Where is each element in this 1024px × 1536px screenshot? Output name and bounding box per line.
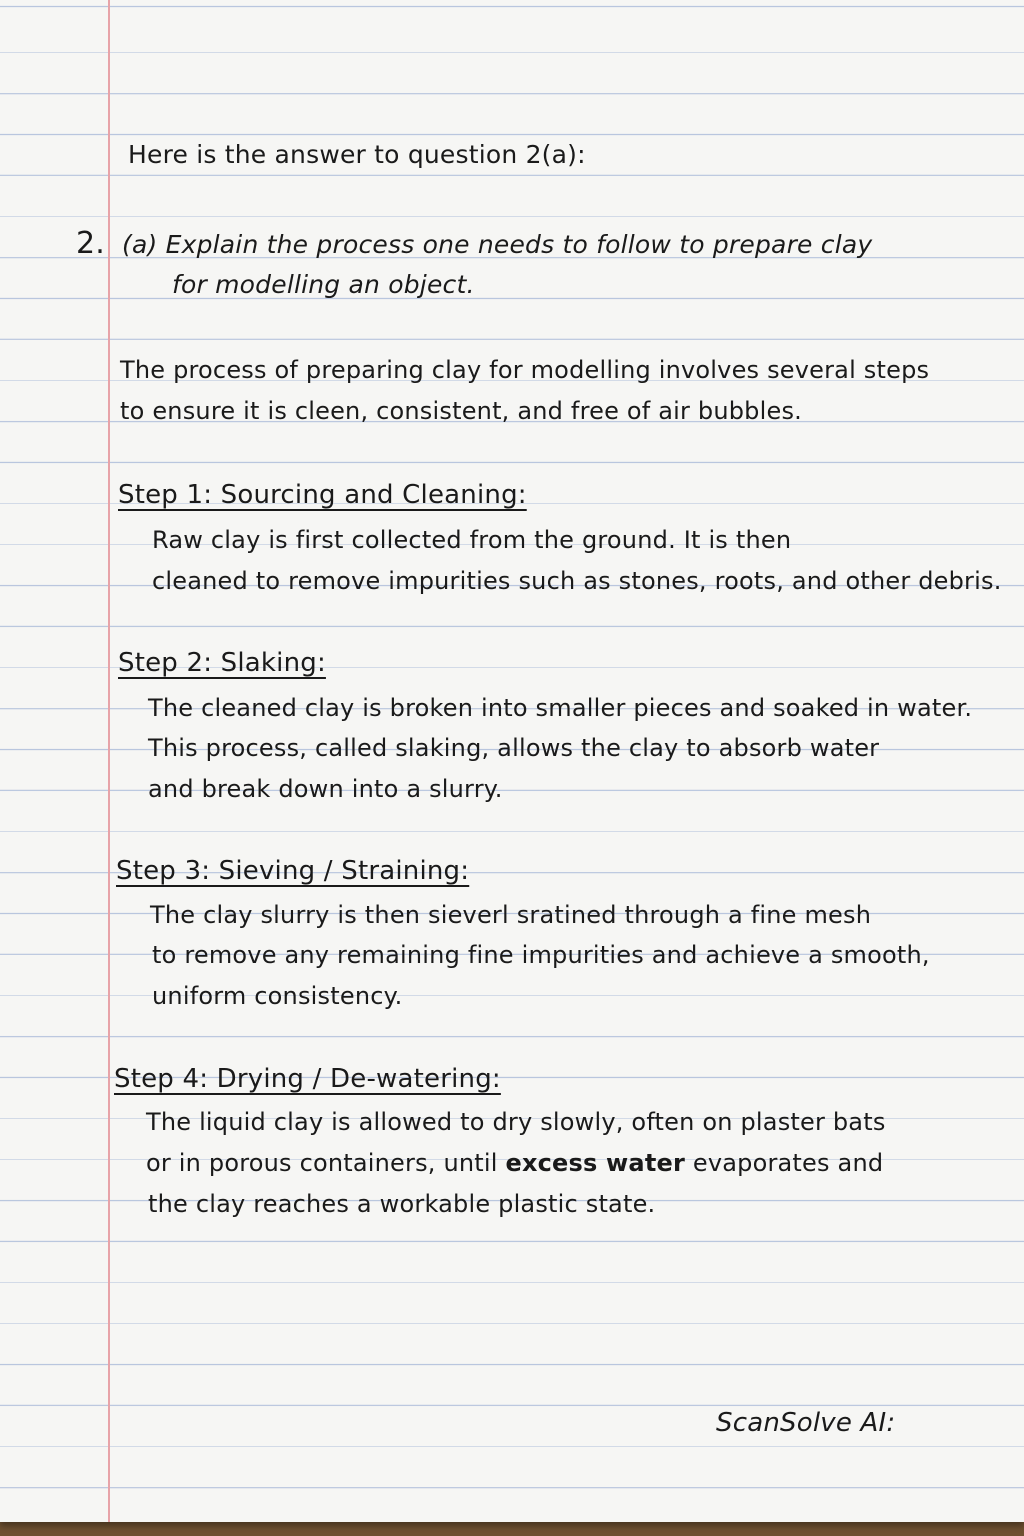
step-3-line-2: to remove any remaining fine impurities and achieve a smooth,: [152, 941, 930, 969]
emphasized-phrase: excess water: [505, 1149, 686, 1177]
signature: ScanSolve AI:: [716, 1408, 896, 1438]
step-1-heading: Step 1: Sourcing and Cleaning:: [118, 480, 527, 510]
step-2-line-2: This process, called slaking, allows the clay to absorb water: [148, 734, 880, 762]
step-4-line-1: The liquid clay is allowed to dry slowly, often on plaster bats: [146, 1108, 886, 1136]
margin-line: [108, 0, 110, 1522]
step-2-line-1: The cleaned clay is broken into smaller pieces and soaked in water.: [148, 694, 973, 722]
question-text-line-2: for modelling an object.: [172, 270, 475, 299]
step-1-line-1: Raw clay is first collected from the ground. It is then: [152, 526, 792, 554]
step-2-line-3: and break down into a slurry.: [148, 775, 503, 803]
overview-line-2: to ensure it is cleen, consistent, and free of air bubbles.: [120, 397, 802, 425]
step-4-heading: Step 4: Drying / De-watering:: [114, 1064, 501, 1094]
step-1-line-2: cleaned to remove impurities such as stones, roots, and other debris.: [152, 567, 1002, 595]
step-4-line-2: [146, 1149, 883, 1177]
step-4-line-3: the clay reaches a workable plastic state.: [148, 1190, 656, 1218]
question-text-line-1: (a) Explain the process one needs to follow to prepare clay: [122, 230, 873, 259]
step-3-line-3: uniform consistency.: [152, 982, 403, 1010]
step-2-heading: Step 2: Slaking:: [118, 648, 326, 678]
step-3-line-1: The clay slurry is then sieverl sratined through a fine mesh: [150, 901, 872, 929]
step-4-line-2-end: evaporates and: [692, 1149, 884, 1177]
step-3-heading: Step 3: Sieving / Straining:: [116, 856, 470, 886]
step-4-line-2-start: or in porous containers, until: [146, 1149, 498, 1177]
intro-text: Here is the answer to question 2(a):: [128, 140, 586, 169]
overview-line-1: The process of preparing clay for modelling involves several steps: [120, 356, 930, 384]
question-number: 2.: [76, 226, 106, 261]
